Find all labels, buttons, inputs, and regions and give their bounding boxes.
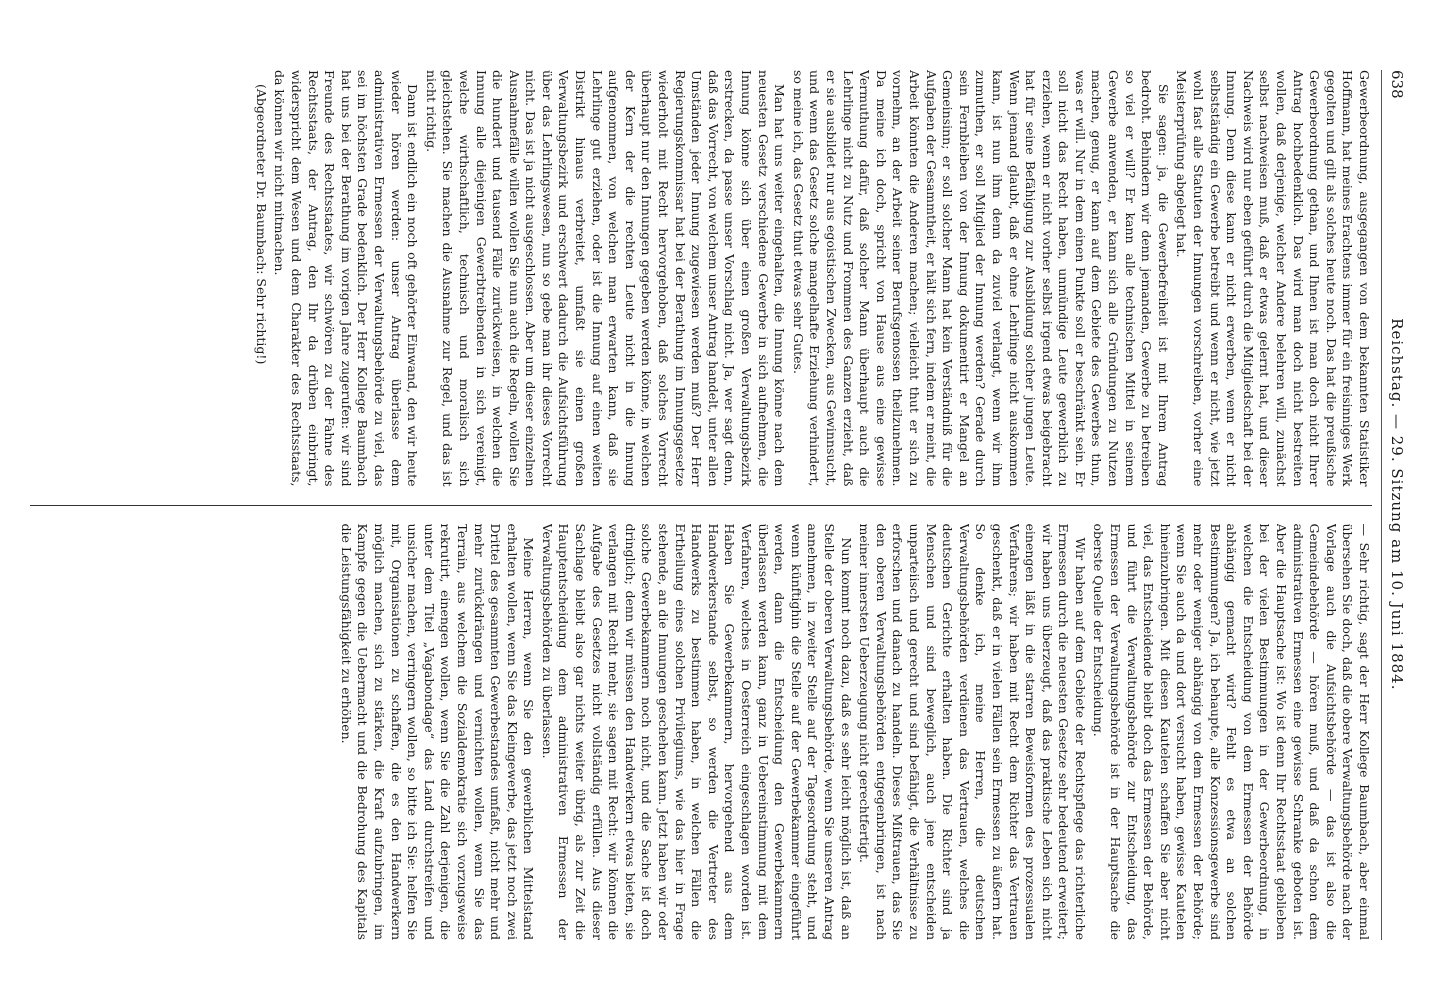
paragraph: Wir haben auf dem Gebiete der Rechtspflege das richterliche Ermessen durch die neuesten Gesetze sehr bedeutend erweitert; wir haben uns überzeugt, daß das praktische Leben sich nicht einengen läßt in die starren Beweisformen des prozessualen Verfahrens; wir haben mit Recht dem Richter das Vertrauen geschenkt, daß er in vielen Fällen sein Ermessen zu äußern hat. So denke ich, meine Herren, die deutschen Verwaltungsbehörden verdienen das Vertrauen, welches die deutschen Gerichte erhalten haben. Die Richter sind ja Menschen und sind beweglich, auch jene entscheiden unparteiisch und gerecht und sind befähigt, die Verhältnisse zu erforschen und danach zu handeln. Dieses Mißtrauen, das Sie den oberen Verwaltungsbehörden entgegenbringen, ist nach meiner innersten Ueberzeugung nicht gerechtfertigt.	[857, 523, 1088, 940]
page-header	[1381, 70, 1410, 940]
left-column	[30, 70, 1372, 487]
paragraph: Gewerbeordnung, ausgegangen von dem bekannten Statistiker Hoffmann, hat meines Erachtens immer für ein freisinniges Werk gegolten und gilt als solches heute noch. Das hat die preußische Gewerbeordnung gethan, und Ihnen ist man doch nicht Ihrer Antrag hochbedenklich. Das wird man doch nicht bestreiten wollen, daß derjenige, welcher Andere belehren will, zunächst selbst nachweisen muß, daß er etwas gelernt hat, und dieser Nachweis wird nur eben geführt durch die Mitgliedschaft bei der Innung. Denn diese kann er nicht erwerben, wenn er nicht selbstständig ein Gewerbe betreibt und wenn er nicht, wie jetzt wohl fast alle Statuten der Innungen vorschreiben, vorher eine Meisterprüfung abgelegt hat.	[1174, 70, 1372, 487]
page-body	[30, 70, 1372, 940]
paragraph: — Sehr richtig, sagt der Herr Kollege Baumbach, aber einmal übersehen Sie doch, daß die obere Verwaltungsbehörde nach der Vorlage auch die Aufsichtsbehörde — das ist also die Gemeindebehörde — hören muß, und daß da schon dem administrativen Ermessen eine gewisse Schranke geboten ist. Aber die Hauptsache ist: Wo ist denn Ihr Rechtsstaat geblieben bei der vielen Bestimmungen in der Gewerbeordnung, in welchen die Entscheidung von dem Ermessen der Behörde abhängig gemacht wird? Fehlt es etwa an solchen Bestimmungen? Ja, ich behaupte, alle Konzessionsgewerbe sind mehr oder weniger abhängig von dem Ermessen der Behörde; wenn Sie auch da und dort versucht haben, gewisse Kautelen hineinzubringen. Mit diesen Kautelen schaffen Sie aber nicht viel, das Entscheidende bleibt doch das Ermessen der Behörde, und führt die Verwaltungsbehörde zur Entscheidung, das Ermessen der Verwaltungsbehörde ist in der Hauptsache die oberste Quelle der Entscheidung.	[1091, 523, 1372, 940]
page-title: Reichstag. — 29. Sitzung am 10. Juni 1884.	[1388, 318, 1406, 691]
paragraph: Meine Herren, wenn Sie den gewerblichen Mittelstand erhalten wollen, wenn Sie das Kleingewerbe, das jetzt noch zwei Drittel des gesammten Gewerbestandes umfaßt, nicht mehr und mehr zurückdrängen und vernichten wollen, wenn Sie das Terrain, aus welchem die Sozialdemokratie sich vorzugsweise rekrutirt, einengen wollen, wenn Sie die Zahl derjenigen, die unter dem Titel „Vagabondage“ das Land durchstreifen und unsicher machen, verringern wollen, so bitte ich Sie: helfen Sie mit, Organisationen zu schaffen, die es den Handwerkern möglich machen, sich zu stärken, die Kraft aufzubringen, im Kampfe gegen die Uebermacht und die Bedrohung des Kapitals die Leistungsfähigkeit zu erhöhen.	[338, 523, 537, 940]
paragraph: Man hat uns weiter eingehalten, die Innung könne nach dem neuesten Gesetz verschiedene Gewerbe in sich aufnehmen, die Innung könne sich über einen großen Verwaltungsbezirk erstrecken, da passe unser Vorschlag nicht. Ja, wer sagt denn, daß das Vorrecht, von welchem unser Antrag handelt, unter allen Umständen jeder Innung zugewiesen werden muß? Der Herr Regierungskommissar hat bei der Berathung im Innungsgesetze wiederholt mit Recht hervorgehoben, daß solches Vorrecht überhaupt nur den Innungen gegeben werden könne, in welchen der Kern der die rechten Leute nicht in die Innung aufgenommen, von welchen man erwarten kann, daß sie Lehrlinge gut erziehen, oder ist die Innung auf einen weiten Distrikt hinaus verbreitet, umfaßt sie einen großen Verwaltungsbezirk und erschwert dadurch die Aufsichtsführung über das Lehrlingswesen, nun so gebe man ihr dieses Vorrecht nicht. Das ist ja nicht ausgeschlossen. Aber um dieser einzelnen Ausnahmefälle willen wollen Sie nun auch die Regeln, wollen Sie die hundert und tausend Fälle zurückweisen, in welchen die Innung alle diejenigen Gewerbtreibenden in sich vereinigt, welche wirthschaftlich, technisch und moralisch sich gleichstehen. Sie machen die Ausnahme zur Regel, und das ist nicht richtig.	[423, 70, 788, 487]
paragraph: Nun kommt noch dazu, daß es sehr leicht möglich ist, daß an Stelle der oberen Verwaltungsbehörde, wenn Sie unseren Antrag annehmen, in zweiter Stelle auf der Tagesordnung steht, und wenn künftighin die Stelle auf der Gewerbekammer eingeführt werden, dann die Entscheidung den Gewerbekammern überlassen werden kann, ganz in Uebereinstimmung mit dem Verfahren, welches in Oesterreich eingeschlagen worden ist. Haben Sie Gewerbekammern, hervorgehend aus dem Handwerkerstande selbst, so werden die Vertreter des Handwerks zu bestimmen haben, in welchen Fällen die Ertheilung eines solchen Privilegiums, wie das hier in Frage stehende, an die Innungen geschehen kann. Jetzt haben wir oder solche Gewerbekammern noch nicht, und die Sache ist doch dringlich; denn wir müssen den Handwerkern etwas bieten, sie verlangen mit Recht mehr, sie sagen mit Recht: wir können die Aufgabe des Gesetzes nicht vollständig erfüllen. Aus dieser Sachlage bleibt also gar nichts weiter übrig, als zur Zeit die Hauptentscheidung dem administrativen Ermessen der Verwaltungsbehörden zu überlassen.	[539, 523, 854, 940]
column-divider	[30, 505, 1372, 506]
paragraph: Sie sagen: ja, die Gewerbefreiheit ist mit Ihrem Antrag bedroht. Behindern wir denn jemanden, Gewerbe zu betreiben so viel er will? Er kann alle technischen Mittel in seinem Gewerbe anwenden, er kann sich alle Gründungen zu Nutzen machen, genug, er kann auf dem Gebiete des Gewerbes thun, was er will. Nur in dem einen Punkte soll er beschränkt sein. Er soll nicht das Recht haben, unmündige Leute gewerblich zu erziehen, wenn er nicht vorher selbst irgend etwas beigebracht hat für seine Befähigung zur Ausbildung solcher jungen Leute. Wenn jemand glaubt, daß er ohne Lehrlinge nicht auskommen kann, ist nun ihm denn da zuviel verlangt, wenn wir ihm zumuthen, er soll Mitglied der Innung werden? Gerade durch sein Fernbleiben von der Innung dokumentirt er Mangel an Gemeinsinn; er soll solcher Mann hat kein Verständniß für die Aufgaben der Gesammtheit, er hält sich fern, indem er meint, die Arbeit könnten die Anderen machen; vielleicht thut er sich zu vornehm, an der Arbeit seiner Berufsgenossen theilzunehmen. Da meine ich doch, spricht von Hause aus eine gewisse Vermuthung dafür, daß solcher Mann überhaupt auch die Lehrlinge nicht zu Nutz und Frommen des Ganzen erzieht, daß er sie ausbildet nur aus egoistischen Zwecken, aus Gewinnsucht, und wenn das Gesetz solche mangelhafte Erziehung verhindert, so meine ich, das Gesetz thut etwas sehr Gutes.	[790, 70, 1171, 487]
paragraph: Dann ist endlich ein noch oft gehörter Einwand, den wir heute wieder hören werden: unser Antrag überlasse dem administrativen Ermessen der Verwaltungsbehörde zu viel, das sei im höchsten Grade bedenklich. Der Herr Kollege Baumbach hat uns bei der Berathung im vorigen Jahre zugerufen: wir sind Freunde des Rechtsstaates, wir schwören zu der Fahne des Rechtsstaats, der Antrag, den Ihr da drüben einbringt, widerspricht dem Wesen und dem Charakter des Rechtsstaats, da können wir nicht mitmachen.	[272, 70, 421, 487]
right-column	[30, 524, 1372, 941]
page-number: 638	[1388, 70, 1406, 99]
paragraph: (Abgeordneter Dr. Baumbach: Sehr richtig!)	[253, 84, 269, 365]
